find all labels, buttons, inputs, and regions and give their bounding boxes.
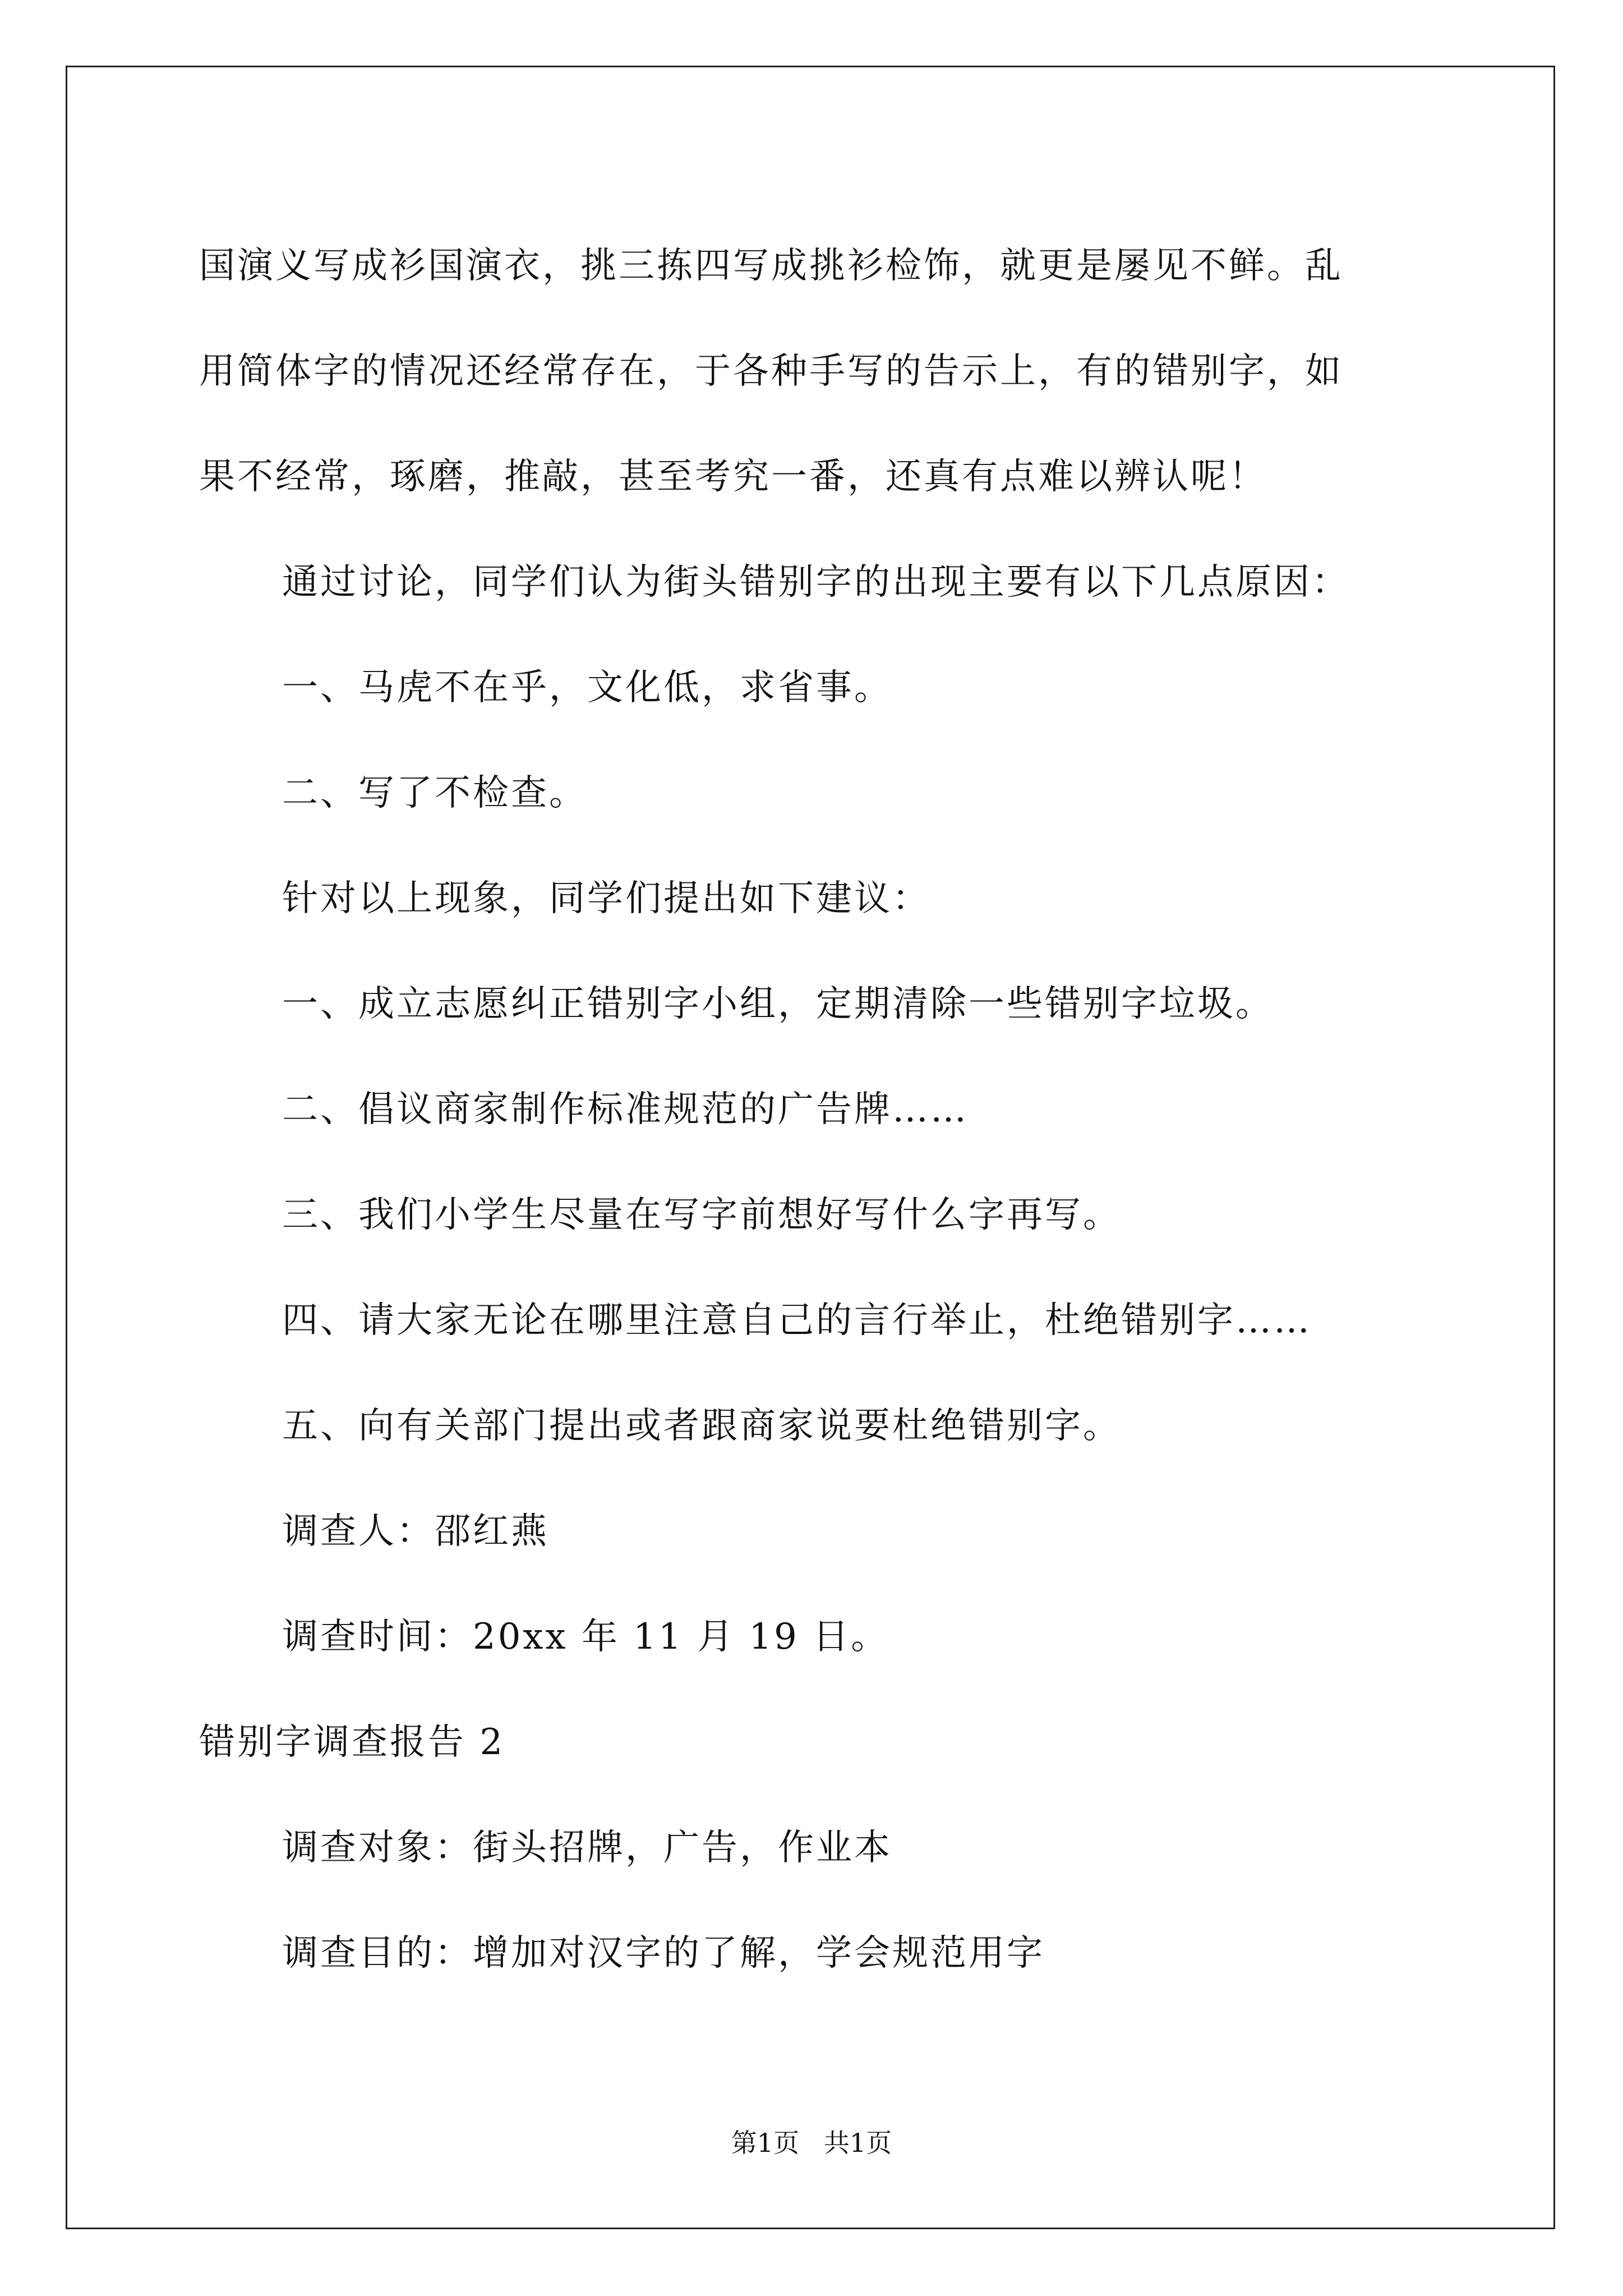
suggestion-item-1: 一、成立志愿纠正错别字小组，定期清除一些错别字垃圾。 — [282, 983, 1274, 1025]
suggestion-item-2: 二、倡议商家制作标准规范的广告牌…… — [282, 1089, 969, 1130]
document-body — [199, 213, 1427, 2006]
investigation-date: 调查时间：20xx 年 11 月 19 日。 — [282, 1616, 889, 1658]
cause-item-2: 二、写了不检查。 — [282, 772, 587, 814]
paragraph-line: 果不经常，琢磨，推敲，甚至考究一番，还真有点难以辨认呢！ — [199, 456, 1267, 498]
paragraph-causes-intro: 通过讨论，同学们认为街头错别字的出现主要有以下几点原因： — [282, 562, 1350, 603]
suggestion-item-4: 四、请大家无论在哪里注意自己的言行举止，杜绝错别字…… — [282, 1300, 1312, 1341]
paragraph-line: 用简体字的情况还经常存在，于各种手写的告示上，有的错别字，如 — [199, 351, 1343, 392]
page-footer: 第1页 共1页 — [731, 2128, 892, 2158]
investigation-purpose: 调查目的：增加对汉字的了解，学会规范用字 — [282, 1932, 1045, 1974]
section-heading: 错别字调查报告 2 — [199, 1722, 505, 1763]
suggestion-item-5: 五、向有关部门提出或者跟商家说要杜绝错别字。 — [282, 1405, 1121, 1447]
paragraph-line: 国演义写成衫国演衣，挑三拣四写成挑衫检饰，就更是屡见不鲜。乱 — [199, 245, 1343, 287]
paragraph-suggestions-intro: 针对以上现象，同学们提出如下建议： — [282, 878, 930, 919]
cause-item-1: 一、马虎不在乎，文化低，求省事。 — [282, 667, 892, 708]
investigation-subject: 调查对象：街头招牌，广告，作业本 — [282, 1827, 892, 1869]
investigator: 调查人：邵红燕 — [282, 1511, 549, 1552]
suggestion-item-3: 三、我们小学生尽量在写字前想好写什么字再写。 — [282, 1194, 1121, 1236]
